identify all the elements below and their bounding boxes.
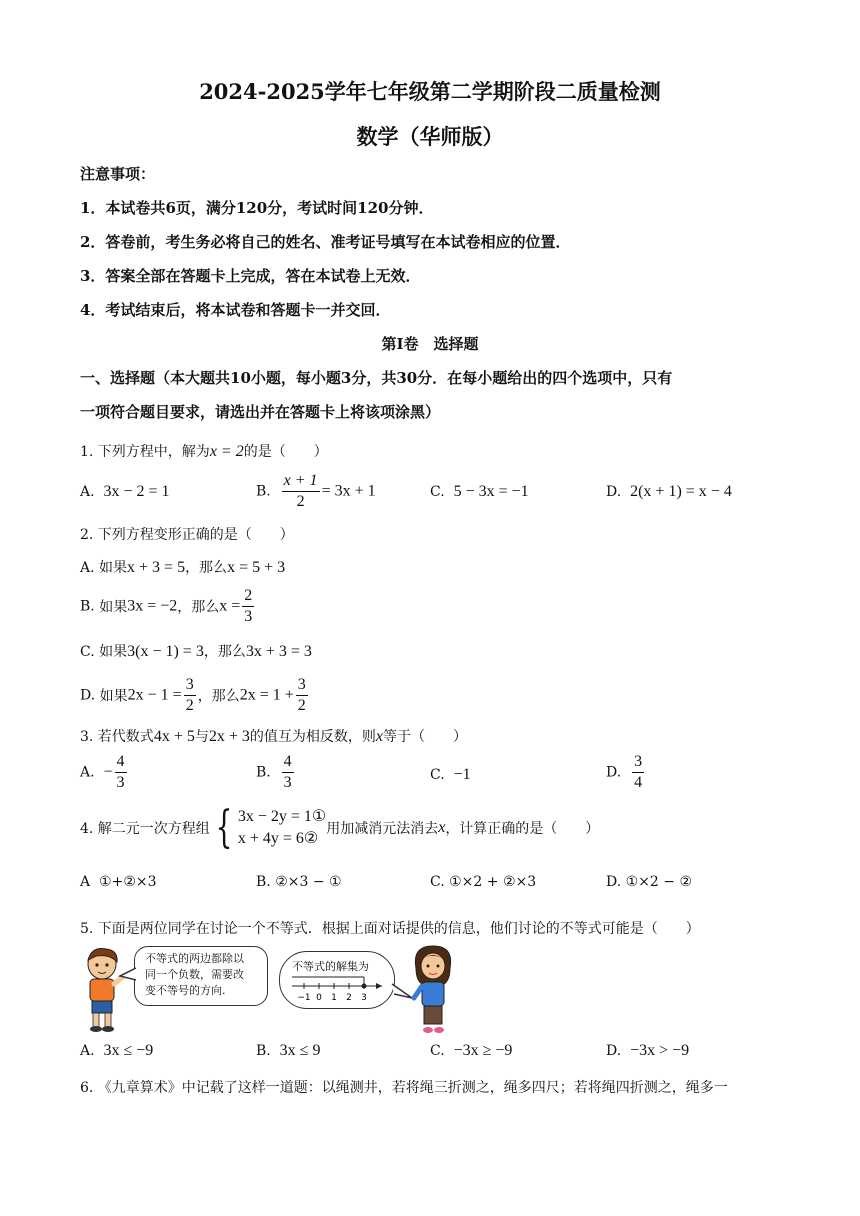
q5-option-a[interactable] <box>80 1042 153 1060</box>
q5-option-b[interactable] <box>256 1042 320 1060</box>
equation-system <box>238 806 326 850</box>
option-label: B. <box>256 1043 271 1059</box>
equation-1: 3x − 2y = 1① <box>237 808 327 825</box>
tick-label: 3 <box>361 993 367 1003</box>
q4-option-a[interactable] <box>80 874 157 890</box>
option-text: 如果 <box>99 688 128 705</box>
option-math: x = <box>219 597 241 615</box>
fraction-numerator: 2 <box>242 586 254 607</box>
option-label: B. <box>256 874 271 890</box>
exam-subtitle: 数学（华师版） <box>356 124 504 149</box>
option-text: 2(x + 1) = x − 4 <box>630 483 732 500</box>
question-4-stem <box>80 802 600 853</box>
q4-option-b[interactable] <box>256 874 342 890</box>
fraction-denominator: 2 <box>297 697 306 714</box>
fraction-numerator: 3 <box>296 675 308 696</box>
option-sign: − <box>103 763 113 781</box>
notice-item-1: 1．本试卷共6页，满分120分，考试时间120分钟． <box>80 199 434 217</box>
question-3-stem <box>80 726 467 746</box>
option-label: C. <box>430 874 445 890</box>
q1-option-c[interactable] <box>430 483 529 501</box>
option-label: C. <box>430 767 445 783</box>
question-2-stem: 2. 下列方程变形正确的是（ ） <box>80 527 294 543</box>
stem-text: 4. 解二元一次方程组 <box>80 821 210 837</box>
option-math: 3(x − 1) = 3 <box>127 643 204 660</box>
option-text: ，那么 <box>203 644 246 660</box>
option-text: 3x − 2 = 1 <box>103 483 170 500</box>
option-label: C. <box>80 644 95 660</box>
q2-option-d[interactable] <box>80 675 310 716</box>
fraction-denominator: 3 <box>116 774 125 791</box>
question-5-stem: 5. 下面是两位同学在讨论一个不等式．根据上面对话提供的信息，他们讨论的不等式可能是（ ） <box>80 921 700 937</box>
option-text: ②×3 − ① <box>275 874 342 890</box>
q3-option-c[interactable] <box>430 766 471 784</box>
option-label: A. <box>80 560 95 576</box>
option-label: D. <box>606 484 622 500</box>
number-line <box>288 974 388 1004</box>
option-label: A. <box>80 484 95 500</box>
fraction-numerator: 3 <box>632 752 644 773</box>
option-math: 2x − 1 = <box>127 686 182 704</box>
option-text: 如果 <box>99 644 128 660</box>
volume-title: 第Ⅰ卷 选择题 <box>381 335 479 353</box>
option-label: D. <box>606 764 622 781</box>
section-intro-line1: 一、选择题（本大题共10小题，每小题3分，共30分．在每小题给出的四个选项中，只有 <box>80 369 673 387</box>
fraction-numerator: 4 <box>115 752 127 773</box>
notice-item-4: 4．考试结束后，将本试卷和答题卡一并交回． <box>80 301 391 319</box>
tick-label: 2 <box>346 993 352 1003</box>
exam-title: 2024-2025学年七年级第二学期阶段二质量检测 <box>199 79 661 104</box>
option-text: 3x ≤ −9 <box>103 1042 154 1059</box>
fraction-numerator: x + 1 <box>282 471 320 492</box>
option-label: A. <box>80 764 95 781</box>
speech-bubble-boy <box>134 946 268 1006</box>
option-text: −1 <box>453 766 471 783</box>
question-1-stem <box>80 441 328 461</box>
q1-option-b[interactable] <box>256 471 376 512</box>
question-6-stem: 6. 《九章算术》中记载了这样一道题：以绳测井，若将绳三折测之，绳多四尺；若将绳四折测之，绳多一 <box>80 1080 728 1096</box>
girl-illustration <box>408 944 458 1036</box>
q2-option-a[interactable] <box>80 557 285 577</box>
section-intro-line2: 一项符合题目要求，请选出并在答题卡上将该项涂黑） <box>80 403 441 421</box>
stem-math: 4x + 5 <box>153 728 195 745</box>
option-label: C. <box>430 484 445 500</box>
option-label: D. <box>606 874 622 890</box>
stem-math: 2x + 3 <box>208 728 250 745</box>
q1-stem-post: 的是（ ） <box>243 444 328 460</box>
option-math: 2x = 1 + <box>239 686 294 704</box>
option-label: C. <box>430 1043 445 1059</box>
stem-text: 与 <box>194 729 209 745</box>
q2-option-c[interactable] <box>80 641 312 661</box>
q3-option-b[interactable] <box>256 752 296 793</box>
stem-text: 用加减消元法消去 <box>326 821 439 837</box>
option-math: x + 3 = 5 <box>127 559 186 576</box>
option-label: A. <box>80 1043 95 1059</box>
stem-math: x <box>438 819 446 836</box>
equation-2: x + 4y = 6② <box>237 830 319 847</box>
option-text: 如果 <box>99 599 128 616</box>
q1-option-a[interactable] <box>80 483 170 501</box>
q4-option-c[interactable] <box>430 874 536 890</box>
q1-option-d[interactable] <box>606 483 732 501</box>
boy-illustration <box>74 946 134 1034</box>
fraction-denominator: 3 <box>244 608 253 625</box>
option-label: A <box>80 874 91 890</box>
fraction-denominator: 2 <box>296 493 305 510</box>
notice-heading: 注意事项： <box>80 165 156 183</box>
q5-option-d[interactable] <box>606 1042 689 1060</box>
option-text: 5 − 3x = −1 <box>453 483 529 500</box>
tick-label: 1 <box>331 993 337 1003</box>
q2-option-b[interactable] <box>80 586 256 627</box>
option-label: B. <box>80 598 95 615</box>
bubble-line: 同一个负数，需要改 <box>145 968 244 981</box>
stem-text: ，计算正确的是（ ） <box>445 821 600 837</box>
option-text: −3x > −9 <box>630 1042 690 1059</box>
bubble-line: 变不等号的方向. <box>145 984 226 997</box>
option-label: D. <box>606 1043 622 1059</box>
option-text: −3x ≥ −9 <box>453 1042 513 1059</box>
option-label: B. <box>256 764 271 781</box>
option-text: = 3x + 1 <box>321 482 376 500</box>
option-math: 3x + 3 = 3 <box>245 643 312 660</box>
stem-math: x <box>375 728 383 745</box>
option-label: B. <box>256 483 271 500</box>
option-text: ①+②×3 <box>99 874 157 890</box>
q3-option-a[interactable] <box>80 752 129 793</box>
fraction-denominator: 2 <box>185 697 194 714</box>
tick-label: 0 <box>316 993 322 1003</box>
notice-item-3: 3．答案全部在答题卡上完成，答在本试卷上无效． <box>80 267 421 285</box>
q1-stem-math: x = 2 <box>209 443 244 460</box>
option-math: x = 5 + 3 <box>227 559 286 576</box>
stem-text: 3. 若代数式 <box>80 729 154 745</box>
fraction-denominator: 4 <box>634 774 643 791</box>
fraction-numerator: 3 <box>184 675 196 696</box>
q1-stem-pre: 1. 下列方程中，解为 <box>80 444 210 460</box>
option-text: ，那么 <box>177 599 220 616</box>
stem-text: 等于（ ） <box>382 729 467 745</box>
option-text: ，那么 <box>185 560 228 576</box>
bubble-text: 不等式的解集为 <box>292 960 369 973</box>
option-label: D. <box>80 687 96 704</box>
speech-bubble-girl <box>279 951 395 1009</box>
q5-option-c[interactable] <box>430 1042 512 1060</box>
option-text: ，那么 <box>197 688 240 705</box>
stem-text: 的值互为相反数，则 <box>249 729 376 745</box>
bubble-line: 不等式的两边都除以 <box>145 952 244 965</box>
notice-item-2: 2．答卷前，考生务必将自己的姓名、准考证号填写在本试卷相应的位置． <box>80 233 571 251</box>
option-math: 3x = −2 <box>127 597 178 615</box>
q3-option-d[interactable] <box>606 752 646 793</box>
option-text: ①×2 + ②×3 <box>449 874 537 890</box>
option-text: ①×2 − ② <box>625 874 693 890</box>
fraction-denominator: 3 <box>283 774 292 791</box>
option-text: 3x ≤ 9 <box>279 1042 321 1059</box>
option-text: 如果 <box>99 560 128 576</box>
bubble-tail-boy <box>118 966 138 984</box>
fraction-numerator: 4 <box>282 752 294 773</box>
q4-option-d[interactable] <box>606 874 692 890</box>
tick-label: −1 <box>297 993 311 1003</box>
system-brace: { <box>215 802 233 853</box>
